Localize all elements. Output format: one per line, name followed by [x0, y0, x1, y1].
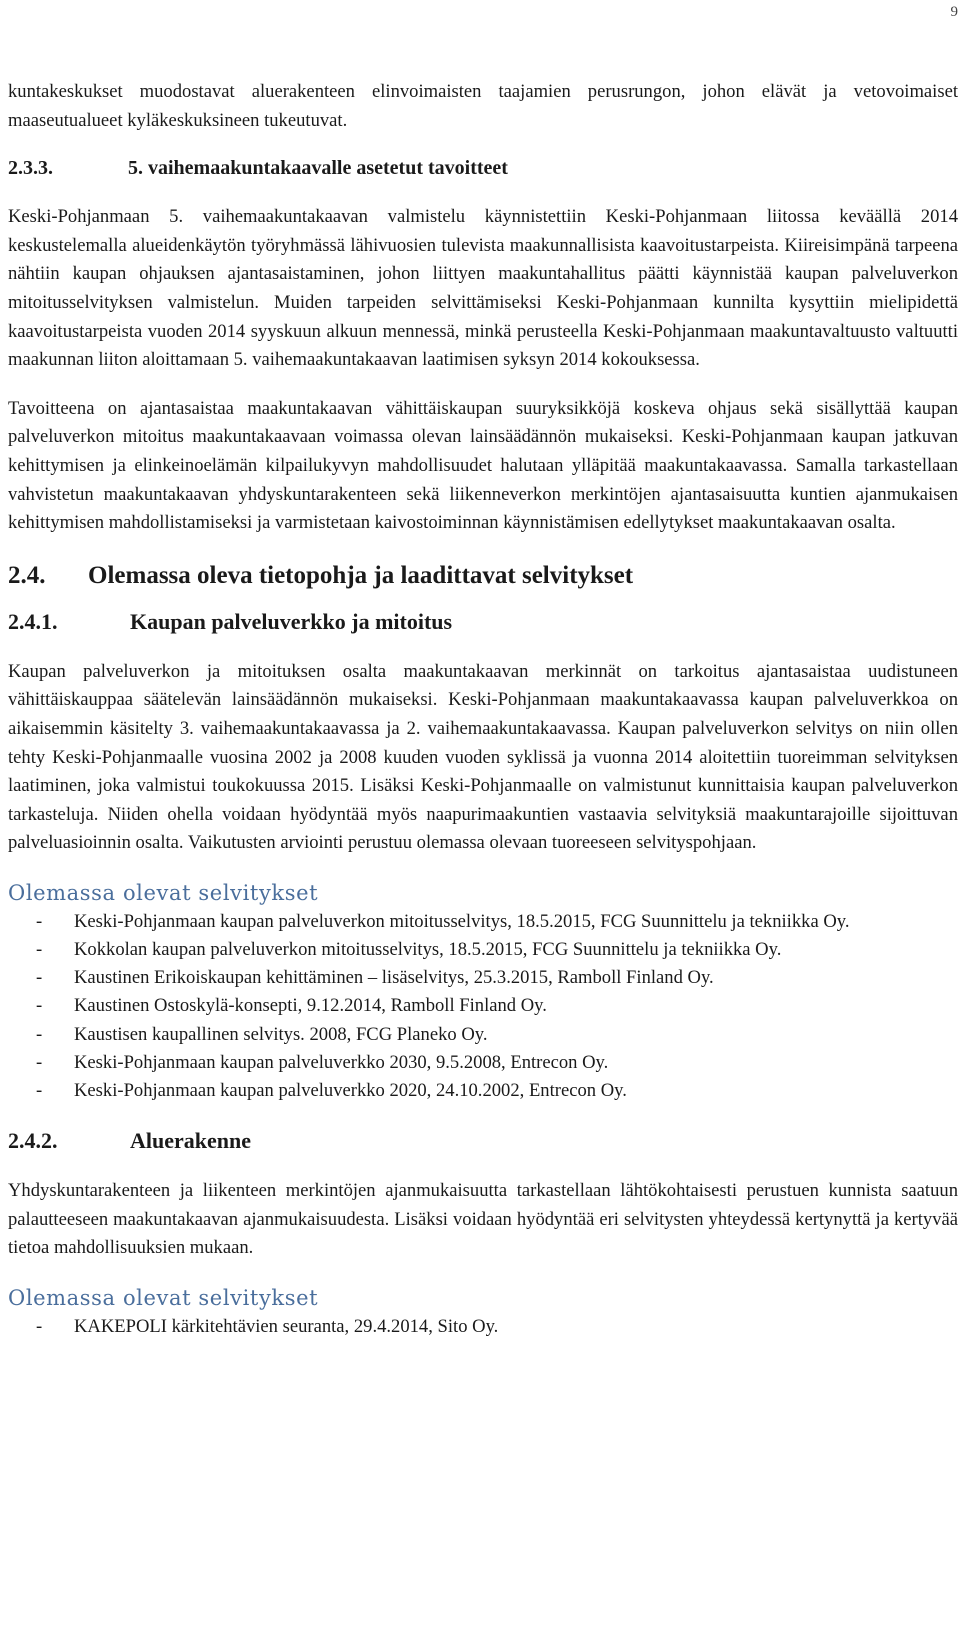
dash-bullet: - [36, 1080, 43, 1102]
intro-paragraph: kuntakeskukset muodostavat aluerakenteen elinvoimaisten taajamien perusrungon, johon elävät ja vetovoimaiset maaseutualueet kyläkeskuksineen tukeutuvat. [8, 81, 958, 131]
list-item: - KAKEPOLI kärkitehtävien seuranta, 29.4.2014, Sito Oy. [8, 1313, 958, 1341]
list-item: - Kaustisen kaupallinen selvitys. 2008, FCG Planeko Oy. [8, 1021, 958, 1049]
section-title: Aluerakenne [130, 1128, 251, 1154]
list-item: - Keski-Pohjanmaan kaupan palveluverkko 2030, 9.5.2008, Entrecon Oy. [8, 1049, 958, 1077]
section-number: 2.3.3. [8, 157, 53, 180]
paragraph-preparation: Keski-Pohjanmaan 5. vaihemaakuntakaavan valmistelu käynnistettiin Keski-Pohjanmaan liitossa keväällä 2014 keskustelemalla alueidenkäytön työryhmässä lähivuosien tulevista maakunnallisista kaavoitustarpeista. Kiireisimpänä tarpeena nähtiin kaupan ohjauksen ajantasaistaminen, johon liittyen maakuntahallitus päätti käynnistää kaupan palveluverkon mitoitusselvityksen valmistelun. Muiden tarpeiden selvittämiseksi Keski-Pohjanmaan kunnilta kysyttiin mielipidettä kaavoitustarpeista vuoden 2014 syyskuun alkuun mennessä, minkä perusteella Keski-Pohjanmaan maakuntavaltuusto valtuutti maakunnan liiton aloittamaan 5. vaihemaakuntakaavan laatimisen syksyn 2014 kokouksessa. [8, 206, 958, 371]
existing-studies-list-2 [8, 1313, 958, 1341]
paragraph-retail-network: Kaupan palveluverkon ja mitoituksen osalta maakuntakaavan merkinnät on tarkoitus ajantasaistaa uudistuneen vähittäiskauppaa säätelevän lainsäädännön mukaiseksi. Keski-Pohjanmaan maakuntakaavassa kaupan palveluverkkoa on aikaisemmin käsitelty 3. vaihemaakuntakaavassa ja 2. vaihemaakuntakaavassa. Kaupan palveluverkon selvitys on niin ollen tehty Keski-Pohjanmaalle vuosina 2002 ja 2008 kuuden vuoden syklissä ja vuonna 2014 aloitettiin tuoreimman selvityksen laatiminen, joka valmistui toukokuussa 2015. Lisäksi Keski-Pohjanmaalle on valmistunut kunnittaisia kaupan palveluverkon tarkasteluja. Niiden ohella voidaan hyödyntää myös naapurimaakuntien vastaavia selvityksiä maakuntarajoille sijoittuvan palveluasioinnin osalta. Vaikutusten arviointi perustuu olemassa olevaan tuoreeseen selvityspohjaan. [8, 660, 958, 854]
section-title: Olemassa oleva tietopohja ja laadittavat selvitykset [88, 561, 634, 589]
list-item: - Keski-Pohjanmaan kaupan palveluverkon mitoitusselvitys, 18.5.2015, FCG Suunnittelu ja tekniikka Oy. [8, 908, 958, 936]
section-number: 2.4. [8, 561, 46, 589]
dash-bullet: - [36, 939, 43, 961]
list-item: - Kokkolan kaupan palveluverkon mitoitusselvitys, 18.5.2015, FCG Suunnittelu ja tekniikka Oy. [8, 936, 958, 964]
list-item: - Keski-Pohjanmaan kaupan palveluverkko 2020, 24.10.2002, Entrecon Oy. [8, 1077, 958, 1105]
section-heading-2-4-2 [8, 1125, 958, 1157]
section-number: 2.4.1. [8, 608, 58, 634]
dash-bullet: - [36, 995, 43, 1017]
existing-studies-list [8, 908, 958, 1105]
subheading-existing-studies-2: Olemassa olevat selvitykset [8, 1286, 319, 1311]
section-heading-2-4 [8, 558, 958, 594]
dash-bullet: - [36, 1316, 43, 1338]
section-heading-2-3-3 [8, 153, 958, 183]
section-title: Kaupan palveluverkko ja mitoitus [130, 608, 453, 634]
document-body [8, 78, 958, 1341]
list-item: - Kaustinen Erikoiskaupan kehittäminen – lisäselvitys, 25.3.2015, Ramboll Finland Oy. [8, 964, 958, 992]
paragraph-objectives: Tavoitteena on ajantasaistaa maakuntakaavan vähittäiskaupan suuryksikköjä koskeva ohjaus sekä sisällyttää kaupan palveluverkon mitoitus maakuntakaavaan voimassa olevan lainsäädännön mukaiseksi. Keski-Pohjanmaan kaupan jatkuvan kehittymisen ja elinkeinoelämän kilpailukyvyn mahdollisuudet halutaan ylläpitää maakuntakaavassa. Samalla tarkastellaan vahvistetun maakuntakaavan yhdyskuntarakenteen sekä liikenneverkon merkintöjen ajantasaisuutta kuntien ajanmukaisen kehittymisen mahdollistamiseksi ja varmistetaan kaivostoiminnan käynnistämisen edellytykset maakuntakaavan osalta. [8, 397, 958, 534]
section-heading-2-4-1 [8, 606, 958, 638]
list-item: - Kaustinen Ostoskylä-konsepti, 9.12.2014, Ramboll Finland Oy. [8, 992, 958, 1020]
dash-bullet: - [36, 1051, 43, 1073]
subheading-existing-studies: Olemassa olevat selvitykset [8, 880, 319, 905]
dash-bullet: - [36, 910, 43, 932]
paragraph-regional-structure: Yhdyskuntarakenteen ja liikenteen merkintöjen ajanmukaisuutta tarkastellaan lähtökohtaisesti perustuen kunnista saatuun palautteeseen maakuntakaavan ajanmukaisuudesta. Lisäksi voidaan hyödyntää eri selvitysten yhteydessä kertynyttä ja kertyvää tietoa mahdollisuuksien mukaan. [8, 1180, 958, 1259]
section-title: 5. vaihemaakuntakaavalle asetetut tavoitteet [128, 157, 508, 180]
dash-bullet: - [36, 1023, 43, 1045]
page-number: 9 [950, 4, 958, 20]
dash-bullet: - [36, 967, 43, 989]
section-number: 2.4.2. [8, 1128, 58, 1154]
